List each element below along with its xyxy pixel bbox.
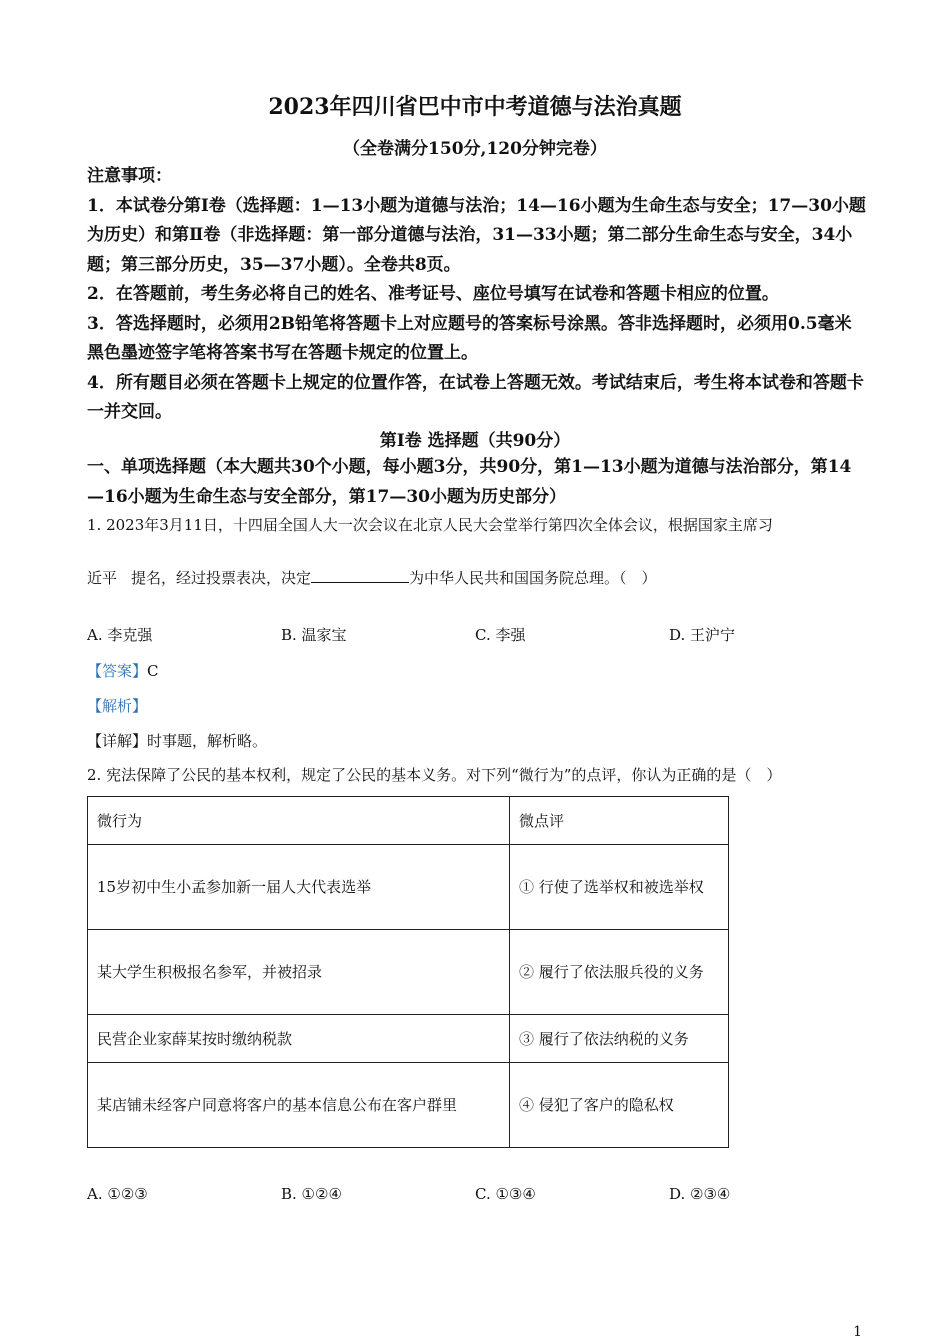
q1-option-b: B. 温家宝	[281, 626, 347, 644]
table-cell: 某大学生积极报名参军，并被招录	[88, 930, 510, 1015]
q1-option-c: C. 李强	[475, 626, 526, 644]
table-header-cell: 微点评	[510, 797, 729, 845]
answer-tag: 【答案】	[87, 662, 148, 680]
q2-option-c: C. ①③④	[475, 1185, 536, 1203]
page-number: 1	[853, 1324, 862, 1340]
notes-section	[87, 162, 867, 428]
q2-option-a: A. ①②③	[87, 1185, 148, 1203]
section-title: 第Ⅰ卷 选择题（共90分）	[379, 431, 571, 451]
table-cell: ③ 履行了依法纳税的义务	[510, 1015, 729, 1063]
table-row	[88, 845, 729, 930]
table-header-row	[88, 797, 729, 845]
q1-option-a: A. 李克强	[87, 626, 153, 644]
detail-text: 时事题，解析略。	[147, 732, 268, 750]
table-row	[88, 1015, 729, 1063]
exam-title: 2023年四川省巴中市中考道德与法治真题	[268, 94, 682, 120]
answer-value: C	[147, 662, 159, 680]
table-cell: ① 行使了选举权和被选举权	[510, 845, 729, 930]
note-item-2: 2．在答题前，考生务必将自己的姓名、准考证号、座位号填写在试卷和答题卡相应的位置。	[87, 284, 779, 304]
q2-option-d: D. ②③④	[669, 1185, 731, 1203]
q1-answer	[87, 660, 159, 681]
q1-detail	[87, 730, 267, 751]
table-cell: ④ 侵犯了客户的隐私权	[510, 1063, 729, 1148]
table-header-cell: 微行为	[88, 797, 510, 845]
table-cell: 民营企业家薛某按时缴纳税款	[88, 1015, 510, 1063]
detail-tag: 【详解】	[87, 732, 148, 750]
question-1-line1: 1. 2023年3月11日，十四届全国人大一次会议在北京人民大会堂举行第四次全体会议，根据国家主席习	[87, 516, 773, 534]
table-cell: 15岁初中生小孟参加新一届人大代表选举	[88, 845, 510, 930]
analysis-tag: 【解析】	[87, 697, 148, 715]
notes-heading: 注意事项：	[87, 166, 172, 186]
behavior-table	[87, 796, 729, 1148]
note-item-1: 1．本试卷分第Ⅰ卷（选择题：1—13小题为道德与法治；14—16小题为生命生态与安全；17—30小题为历史）和第Ⅱ卷（非选择题：第一部分道德与法治，31—33小题；第二部分生命生态与安全，34小题；第三部分历史，35—37小题）。全卷共8页。	[87, 195, 866, 275]
part-heading: 一、单项选择题（本大题共30个小题，每小题3分，共90分，第1—13小题为道德与法治部分，第14—16小题为生命生态与安全部分，第17—30小题为历史部分）	[87, 457, 852, 507]
note-item-3: 3．答选择题时，必须用2B铅笔将答题卡上对应题号的答案标号涂黑。答非选择题时，必须用0.5毫米黑色墨迹签字笔将答案书写在答题卡规定的位置上。	[87, 313, 852, 363]
q1-option-d: D. 王沪宁	[669, 626, 736, 644]
table-cell: 某店铺未经客户同意将客户的基本信息公布在客户群里	[88, 1063, 510, 1148]
exam-subtitle: （全卷满分150分,120分钟完卷）	[343, 139, 607, 159]
question-2-stem: 2. 宪法保障了公民的基本权利，规定了公民的基本义务。对下列“微行为”的点评，你认为正确的是（ ）	[87, 766, 782, 784]
question-1-line2	[87, 567, 657, 588]
table-row	[88, 1063, 729, 1148]
q2-option-b: B. ①②④	[281, 1185, 342, 1203]
question-1-text-b: 提名，经过投票表决，决定	[131, 569, 312, 587]
question-1-text-c: 为中华人民共和国国务院总理。（ ）	[409, 569, 657, 587]
answer-blank	[311, 567, 409, 583]
table-row	[88, 930, 729, 1015]
note-item-4: 4．所有题目必须在答题卡上规定的位置作答，在试卷上答题无效。考试结束后，考生将本试卷和答题卡一并交回。	[87, 372, 864, 422]
table-cell: ② 履行了依法服兵役的义务	[510, 930, 729, 1015]
q1-analysis	[87, 695, 147, 716]
question-1-text-a: 近平	[87, 569, 118, 587]
